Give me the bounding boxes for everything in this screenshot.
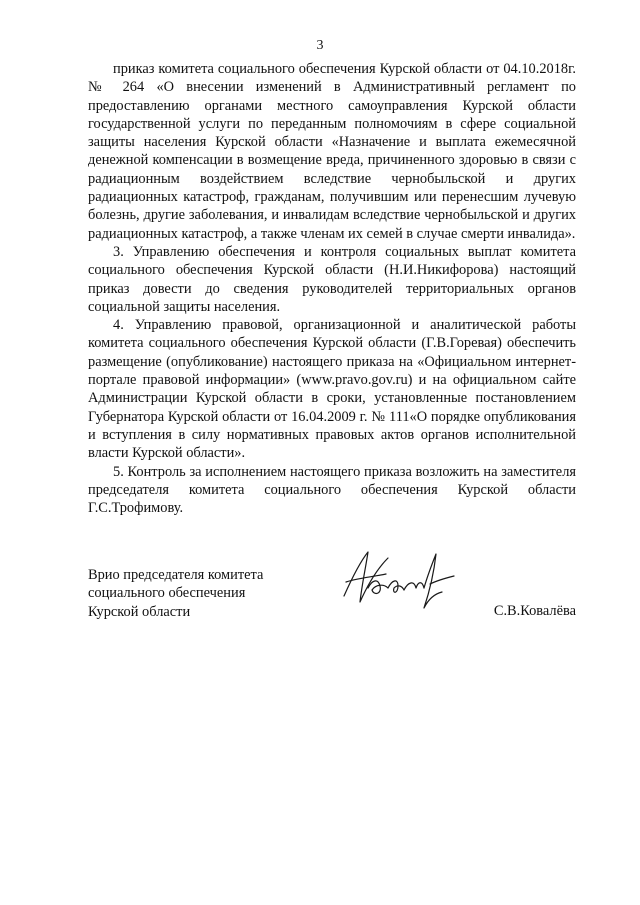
signer-title-line: Врио председателя комитета	[88, 567, 264, 583]
document-body	[88, 60, 576, 517]
signer-title-line: социального обеспечения	[88, 585, 246, 602]
signer-title-line: Курской области	[88, 603, 191, 620]
page-number: 3	[316, 38, 324, 53]
paragraph-item-3: 3. Управлению обеспечения и контроля социальных выплат комитета социального обеспечения Курской области (Н.И.Никифорова) настоящий приказ довести до сведения руководителей территориальных органов социальной защиты населения.	[88, 243, 576, 315]
paragraph-order-reference: приказ комитета социального обеспечения Курской области от 04.10.2018г. № 264 «О внесении изменений в Административный регламент по предоставлению органами местного самоуправления Курской области государственной услуги по переданным полномочиям в сфере социальной защиты населения Курской области «Назначение и выплата ежемесячной денежной компенсации в возмещение вреда, причиненного здоровью в связи с радиационным воздействием вследствие чернобыльской и других радиационных катастроф, гражданам, получившим или перенесшим лучевую болезнь, другие заболевания, и инвалидам вследствие чернобыльской и других радиационных катастроф, а также членам их семей в случае смерти инвалида».	[88, 61, 576, 242]
paragraph-item-4: 4. Управлению правовой, организационной и аналитической работы комитета социального обеспечения Курской области (Г.В.Горевая) обеспечить размещение (опубликование) настоящего приказа на «Официальном интернет-портале правовой информации» (www.pravo.gov.ru) и на официальном сайте Администрации Курской области в сроки, установленные постановлением Губернатора Курской области от 16.04.2009 г. № 111«О порядке опубликования и вступления в силу нормативных правовых актов органов исполнительной власти Курской области».	[88, 317, 576, 462]
signer-title	[88, 566, 348, 621]
paragraph-item-5: 5. Контроль за исполнением настоящего приказа возложить на заместителя председателя комитета социального обеспечения Курской области Г.С.Трофимову.	[88, 463, 576, 517]
handwritten-signature	[338, 544, 458, 614]
signer-name: С.В.Ковалёва	[493, 603, 576, 619]
signature-block	[88, 566, 576, 626]
